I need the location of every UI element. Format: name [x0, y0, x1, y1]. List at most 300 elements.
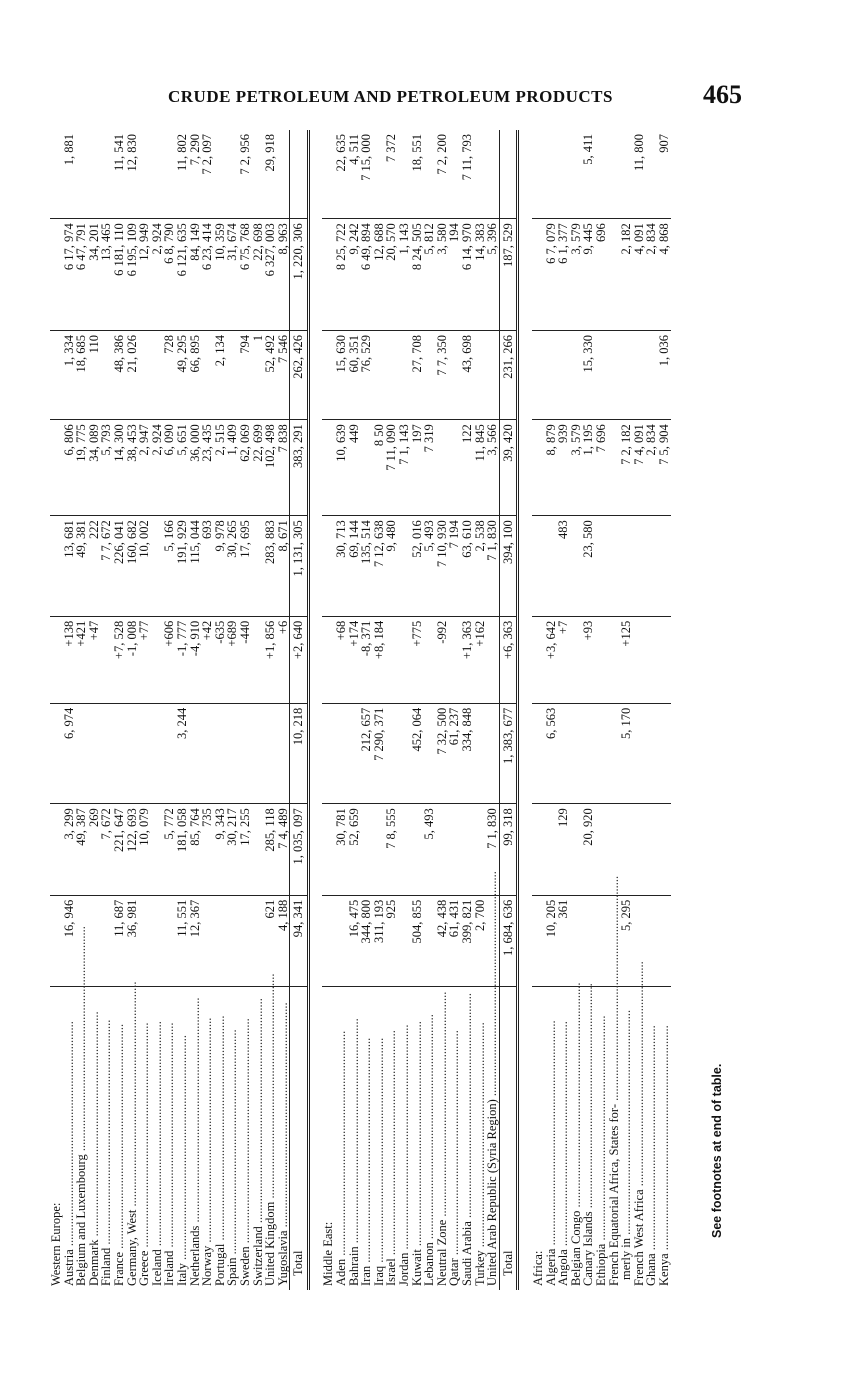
cell-value: 2, 515 [214, 420, 227, 516]
cell-value: 9, 343 [214, 804, 227, 895]
cell-value [398, 703, 411, 804]
cell-value: 84, 149 [189, 219, 202, 331]
cell-value [100, 703, 113, 804]
cell-value: 452, 064 [411, 703, 424, 804]
cell-value: 23, 435 [201, 420, 214, 516]
cell-value: +162 [474, 616, 487, 703]
cell-value [50, 516, 63, 617]
table-row [620, 130, 633, 1290]
cell-value: 38, 453 [126, 420, 139, 516]
cell-value: +1, 856 [264, 616, 277, 703]
cell-value [360, 420, 373, 516]
cell-value: 52, 492 [264, 331, 277, 420]
cell-value [532, 616, 545, 703]
cell-value: 735 [201, 804, 214, 895]
cell-value: 5, 166 [163, 516, 176, 617]
row-label: Netherlands ..... [189, 987, 202, 1290]
cell-value: 160, 682 [126, 516, 139, 617]
table-row [201, 130, 214, 1290]
row-label: Neutral Zone ..... [436, 987, 449, 1290]
cell-value: 11, 551 [176, 895, 189, 986]
cell-value [189, 703, 202, 804]
cell-value: 2, 834 [645, 219, 658, 331]
cell-value [423, 331, 436, 420]
cell-value: 5, 772 [163, 804, 176, 895]
cell-value: 94, 341 [290, 895, 309, 986]
cell-value [385, 703, 398, 804]
cell-value [50, 420, 63, 516]
cell-value [532, 804, 545, 895]
cell-value: 7, 672 [100, 804, 113, 895]
cell-value: -1, 777 [176, 616, 189, 703]
cell-value: 939 [557, 420, 570, 516]
cell-value [582, 895, 595, 986]
cell-value: 7 4, 091 [633, 420, 646, 516]
cell-value: +6 [277, 616, 290, 703]
cell-value: 231, 266 [499, 331, 518, 420]
row-label: Switzerland ..... [252, 987, 265, 1290]
cell-value [322, 703, 335, 804]
cell-value: +7, 528 [113, 616, 126, 703]
cell-value [88, 895, 101, 986]
cell-value [201, 331, 214, 420]
cell-value [138, 130, 151, 219]
cell-value [360, 804, 373, 895]
petroleum-table [50, 130, 671, 1290]
cell-value [633, 516, 646, 617]
cell-value: 7 696 [595, 420, 608, 516]
cell-value: 7 2, 182 [620, 420, 633, 516]
cell-value: 11, 845 [474, 420, 487, 516]
cell-value: 4, 511 [348, 130, 361, 219]
cell-value: -4, 910 [189, 616, 202, 703]
cell-value [557, 130, 570, 219]
cell-value [398, 895, 411, 986]
cell-value [138, 331, 151, 420]
cell-value: 17, 255 [239, 804, 252, 895]
cell-value: 6 8, 790 [163, 219, 176, 331]
section-title: Africa: [530, 1250, 545, 1286]
cell-value: 30, 265 [226, 516, 239, 617]
cell-value: 6 121, 635 [176, 219, 189, 331]
cell-value: 3, 579 [570, 219, 583, 331]
cell-value: 6, 974 [63, 703, 76, 804]
row-label: Belgium and Luxembourg ..... [75, 987, 88, 1290]
cell-value: 5, 493 [423, 516, 436, 617]
cell-value: 399, 821 [461, 895, 474, 986]
cell-value: 22, 698 [252, 219, 265, 331]
cell-value: 10, 359 [214, 219, 227, 331]
row-label: merly in ..... [620, 987, 633, 1290]
row-label: French Equatorial Africa, States for- ..... [608, 987, 621, 1290]
cell-value [373, 331, 386, 420]
cell-value: +421 [75, 616, 88, 703]
cell-value: +6, 363 [499, 616, 518, 703]
cell-value [75, 130, 88, 219]
cell-value [436, 804, 449, 895]
spacer-row [518, 130, 532, 1290]
cell-value: 2, 538 [474, 516, 487, 617]
table-row [277, 130, 290, 1290]
cell-value [595, 516, 608, 617]
cell-value [557, 703, 570, 804]
footnote-container [710, 1063, 740, 1248]
cell-value [151, 895, 164, 986]
table-row [335, 130, 348, 1290]
page-header [0, 0, 860, 130]
cell-value [385, 331, 398, 420]
cell-value: 129 [557, 804, 570, 895]
cell-value: 285, 118 [264, 804, 277, 895]
cell-value: 49, 381 [75, 516, 88, 617]
cell-value [620, 516, 633, 617]
cell-value: 18, 551 [411, 130, 424, 219]
cell-value: +3, 642 [545, 616, 558, 703]
cell-value: 3, 299 [63, 804, 76, 895]
cell-value: 181, 058 [176, 804, 189, 895]
cell-value: 344, 800 [360, 895, 373, 986]
cell-value: 135, 514 [360, 516, 373, 617]
cell-value [335, 895, 348, 986]
cell-value: 1, 035, 097 [290, 804, 309, 895]
cell-value: 334, 848 [461, 703, 474, 804]
cell-value: 60, 351 [348, 331, 361, 420]
row-label: Israel ..... [385, 987, 398, 1290]
cell-value [499, 130, 518, 219]
cell-value [474, 130, 487, 219]
cell-value: 2, 700 [474, 895, 487, 986]
cell-value [633, 616, 646, 703]
row-label: Saudi Arabia ..... [461, 987, 474, 1290]
spacer-row [308, 130, 322, 1290]
cell-value: 7 319 [423, 420, 436, 516]
cell-value [557, 331, 570, 420]
cell-value: 49, 387 [75, 804, 88, 895]
cell-value: 3, 566 [486, 420, 499, 516]
cell-value: 925 [385, 895, 398, 986]
cell-value: 6 47, 791 [75, 219, 88, 331]
row-label: Norway ..... [201, 987, 214, 1290]
cell-value: 10, 079 [138, 804, 151, 895]
row-label: Ghana ..... [645, 987, 658, 1290]
cell-value: 449 [348, 420, 361, 516]
cell-value: 7 12, 638 [373, 516, 386, 617]
cell-value: 16, 475 [348, 895, 361, 986]
cell-value: 63, 610 [461, 516, 474, 617]
footnote-text: See footnotes at end of table. [710, 1063, 724, 1238]
cell-value: 13, 465 [100, 219, 113, 331]
cell-value: 69, 144 [348, 516, 361, 617]
cell-value [595, 130, 608, 219]
table-row [176, 130, 189, 1290]
cell-value [532, 703, 545, 804]
cell-value: 907 [658, 130, 671, 219]
cell-value [658, 616, 671, 703]
cell-value [620, 331, 633, 420]
cell-value [398, 616, 411, 703]
cell-value: 20, 920 [582, 804, 595, 895]
cell-value: 2, 947 [138, 420, 151, 516]
cell-value [645, 516, 658, 617]
cell-value [214, 703, 227, 804]
cell-value: 52, 659 [348, 804, 361, 895]
cell-value: 7 8, 555 [385, 804, 398, 895]
cell-value [545, 331, 558, 420]
cell-value: 4, 188 [277, 895, 290, 986]
cell-value: 14, 383 [474, 219, 487, 331]
cell-value: 42, 438 [436, 895, 449, 986]
cell-value [595, 616, 608, 703]
cell-value: 10, 218 [290, 703, 309, 804]
row-label: Jordan ..... [398, 987, 411, 1290]
cell-value: 62, 069 [239, 420, 252, 516]
cell-value: 7 1, 143 [398, 420, 411, 516]
cell-value [322, 895, 335, 986]
cell-value [239, 703, 252, 804]
cell-value [645, 616, 658, 703]
row-label: Iraq ..... [373, 987, 386, 1290]
cell-value: 31, 674 [226, 219, 239, 331]
cell-value: 222 [88, 516, 101, 617]
cell-value: 1, 195 [582, 420, 595, 516]
cell-value [595, 703, 608, 804]
row-label: Spain ..... [226, 987, 239, 1290]
section-header-row [50, 130, 63, 1290]
cell-value [620, 130, 633, 219]
cell-value [570, 895, 583, 986]
cell-value: +42 [201, 616, 214, 703]
cell-value [126, 703, 139, 804]
cell-value: 11, 687 [113, 895, 126, 986]
cell-value: 2, 924 [151, 420, 164, 516]
cell-value [335, 703, 348, 804]
cell-value [423, 616, 436, 703]
cell-value: 197 [411, 420, 424, 516]
cell-value [658, 804, 671, 895]
cell-value [252, 703, 265, 804]
cell-value: +775 [411, 616, 424, 703]
cell-value [423, 895, 436, 986]
row-label: Iceland ..... [151, 987, 164, 1290]
cell-value [151, 703, 164, 804]
cell-value [50, 895, 63, 986]
cell-value: -8, 371 [360, 616, 373, 703]
row-label: French West Africa ..... [633, 987, 646, 1290]
cell-value: 122 [461, 420, 474, 516]
cell-value: 10, 639 [335, 420, 348, 516]
cell-value: 36, 000 [189, 420, 202, 516]
cell-value [50, 130, 63, 219]
cell-value: 102, 498 [264, 420, 277, 516]
cell-value [486, 616, 499, 703]
row-label: United Kingdom ..... [264, 987, 277, 1290]
cell-value [50, 616, 63, 703]
cell-value: 6, 090 [163, 420, 176, 516]
cell-value [385, 616, 398, 703]
row-label: Bahrain ..... [348, 987, 361, 1290]
cell-value: 6, 806 [63, 420, 76, 516]
cell-value: +138 [63, 616, 76, 703]
section-title: Middle East: [321, 1221, 336, 1286]
cell-value: 1, 036 [658, 331, 671, 420]
row-label: Belgian Congo ..... [570, 987, 583, 1290]
cell-value: 5, 793 [100, 420, 113, 516]
cell-value: 1, 383, 677 [499, 703, 518, 804]
cell-value: 6 23, 414 [201, 219, 214, 331]
cell-value: 11, 802 [176, 130, 189, 219]
cell-value: 7 4, 489 [277, 804, 290, 895]
cell-value [545, 130, 558, 219]
cell-value: 49, 295 [176, 331, 189, 420]
cell-value: +689 [226, 616, 239, 703]
cell-value [277, 703, 290, 804]
cell-value: 122, 693 [126, 804, 139, 895]
cell-value [595, 804, 608, 895]
cell-value: 6 7, 079 [545, 219, 558, 331]
cell-value: -440 [239, 616, 252, 703]
cell-value: +47 [88, 616, 101, 703]
row-label: Germany, West ..... [126, 987, 139, 1290]
cell-value [50, 804, 63, 895]
cell-value: 29, 918 [264, 130, 277, 219]
cell-value: +77 [138, 616, 151, 703]
cell-value: 8, 879 [545, 420, 558, 516]
cell-value: 52, 016 [411, 516, 424, 617]
cell-value: 14, 300 [113, 420, 126, 516]
cell-value: 61, 431 [448, 895, 461, 986]
spacer-cell [308, 130, 322, 1290]
cell-value: 6 17, 974 [63, 219, 76, 331]
cell-value: 12, 830 [126, 130, 139, 219]
table-row [264, 130, 277, 1290]
cell-value [645, 804, 658, 895]
cell-value: 39, 420 [499, 420, 518, 516]
cell-value [658, 895, 671, 986]
cell-value: 7 2, 097 [201, 130, 214, 219]
cell-value: 7 194 [448, 516, 461, 617]
cell-value [201, 703, 214, 804]
cell-value [608, 331, 621, 420]
cell-value: 5, 651 [176, 420, 189, 516]
cell-value [151, 130, 164, 219]
cell-value: 22, 635 [335, 130, 348, 219]
cell-value: +606 [163, 616, 176, 703]
cell-value: 23, 580 [582, 516, 595, 617]
row-label: Yugoslavia ..... [277, 987, 290, 1290]
cell-value: +8, 184 [373, 616, 386, 703]
cell-value: 6 1, 377 [557, 219, 570, 331]
table-row [360, 130, 373, 1290]
row-label: Denmark ..... [88, 987, 101, 1290]
cell-value: 34, 201 [88, 219, 101, 331]
cell-value: 12, 688 [373, 219, 386, 331]
cell-value: 6 49, 894 [360, 219, 373, 331]
cell-value: 10, 205 [545, 895, 558, 986]
cell-value [50, 219, 63, 331]
cell-value: 221, 647 [113, 804, 126, 895]
cell-value: 85, 764 [189, 804, 202, 895]
cell-value: 7 546 [277, 331, 290, 420]
cell-value: 1, 409 [226, 420, 239, 516]
table-row [486, 130, 499, 1290]
cell-value: 8, 671 [277, 516, 290, 617]
cell-value [532, 420, 545, 516]
cell-value [398, 331, 411, 420]
cell-value: 383, 291 [290, 420, 309, 516]
cell-value [423, 703, 436, 804]
cell-value [88, 130, 101, 219]
cell-value: 283, 883 [264, 516, 277, 617]
cell-value: 794 [239, 331, 252, 420]
table-row [239, 130, 252, 1290]
cell-value: 2, 134 [214, 331, 227, 420]
cell-value: 269 [88, 804, 101, 895]
cell-value: 3, 580 [436, 219, 449, 331]
cell-value: 1, 131, 305 [290, 516, 309, 617]
cell-value: 7 1, 830 [486, 516, 499, 617]
cell-value: 7 5, 904 [658, 420, 671, 516]
cell-value [532, 130, 545, 219]
cell-value [239, 895, 252, 986]
cell-value: 9, 480 [385, 516, 398, 617]
cell-value: 12, 949 [138, 219, 151, 331]
cell-value: 66, 895 [189, 331, 202, 420]
spacer-cell [518, 130, 532, 1290]
cell-value: 212, 657 [360, 703, 373, 804]
cell-value: 76, 529 [360, 331, 373, 420]
cell-value [214, 895, 227, 986]
cell-value: 6 14, 970 [461, 219, 474, 331]
cell-value: 7 2, 200 [436, 130, 449, 219]
row-label: Portugal ..... [214, 987, 227, 1290]
cell-value: 2, 924 [151, 219, 164, 331]
cell-value [582, 703, 595, 804]
cell-value: 621 [264, 895, 277, 986]
cell-value [633, 703, 646, 804]
cell-value: 21, 026 [126, 331, 139, 420]
row-label: Algeria ..... [545, 987, 558, 1290]
page-number: 465 [703, 80, 742, 109]
cell-value: 6 75, 768 [239, 219, 252, 331]
cell-value: 8 25, 722 [335, 219, 348, 331]
row-label: Turkey ..... [474, 987, 487, 1290]
cell-value: 8 24, 505 [411, 219, 424, 331]
cell-value [398, 804, 411, 895]
cell-value [88, 703, 101, 804]
cell-value [75, 703, 88, 804]
cell-value: 361 [557, 895, 570, 986]
cell-value: 11, 800 [633, 130, 646, 219]
cell-value: 7 372 [385, 130, 398, 219]
cell-value: 1, 684, 636 [499, 895, 518, 986]
cell-value [277, 130, 290, 219]
cell-value [532, 895, 545, 986]
cell-value: 9, 978 [214, 516, 227, 617]
cell-value: 1, 143 [398, 219, 411, 331]
cell-value [50, 331, 63, 420]
row-label: Iran ..... [360, 987, 373, 1290]
row-label: Total [290, 987, 309, 1290]
cell-value: 12, 367 [189, 895, 202, 986]
cell-value [633, 804, 646, 895]
cell-value: 8 50 [373, 420, 386, 516]
cell-value [608, 130, 621, 219]
table-row [595, 130, 608, 1290]
cell-value: 7 15, 000 [360, 130, 373, 219]
cell-value [423, 130, 436, 219]
row-label: Sweden ..... [239, 987, 252, 1290]
cell-value: 9, 445 [582, 219, 595, 331]
